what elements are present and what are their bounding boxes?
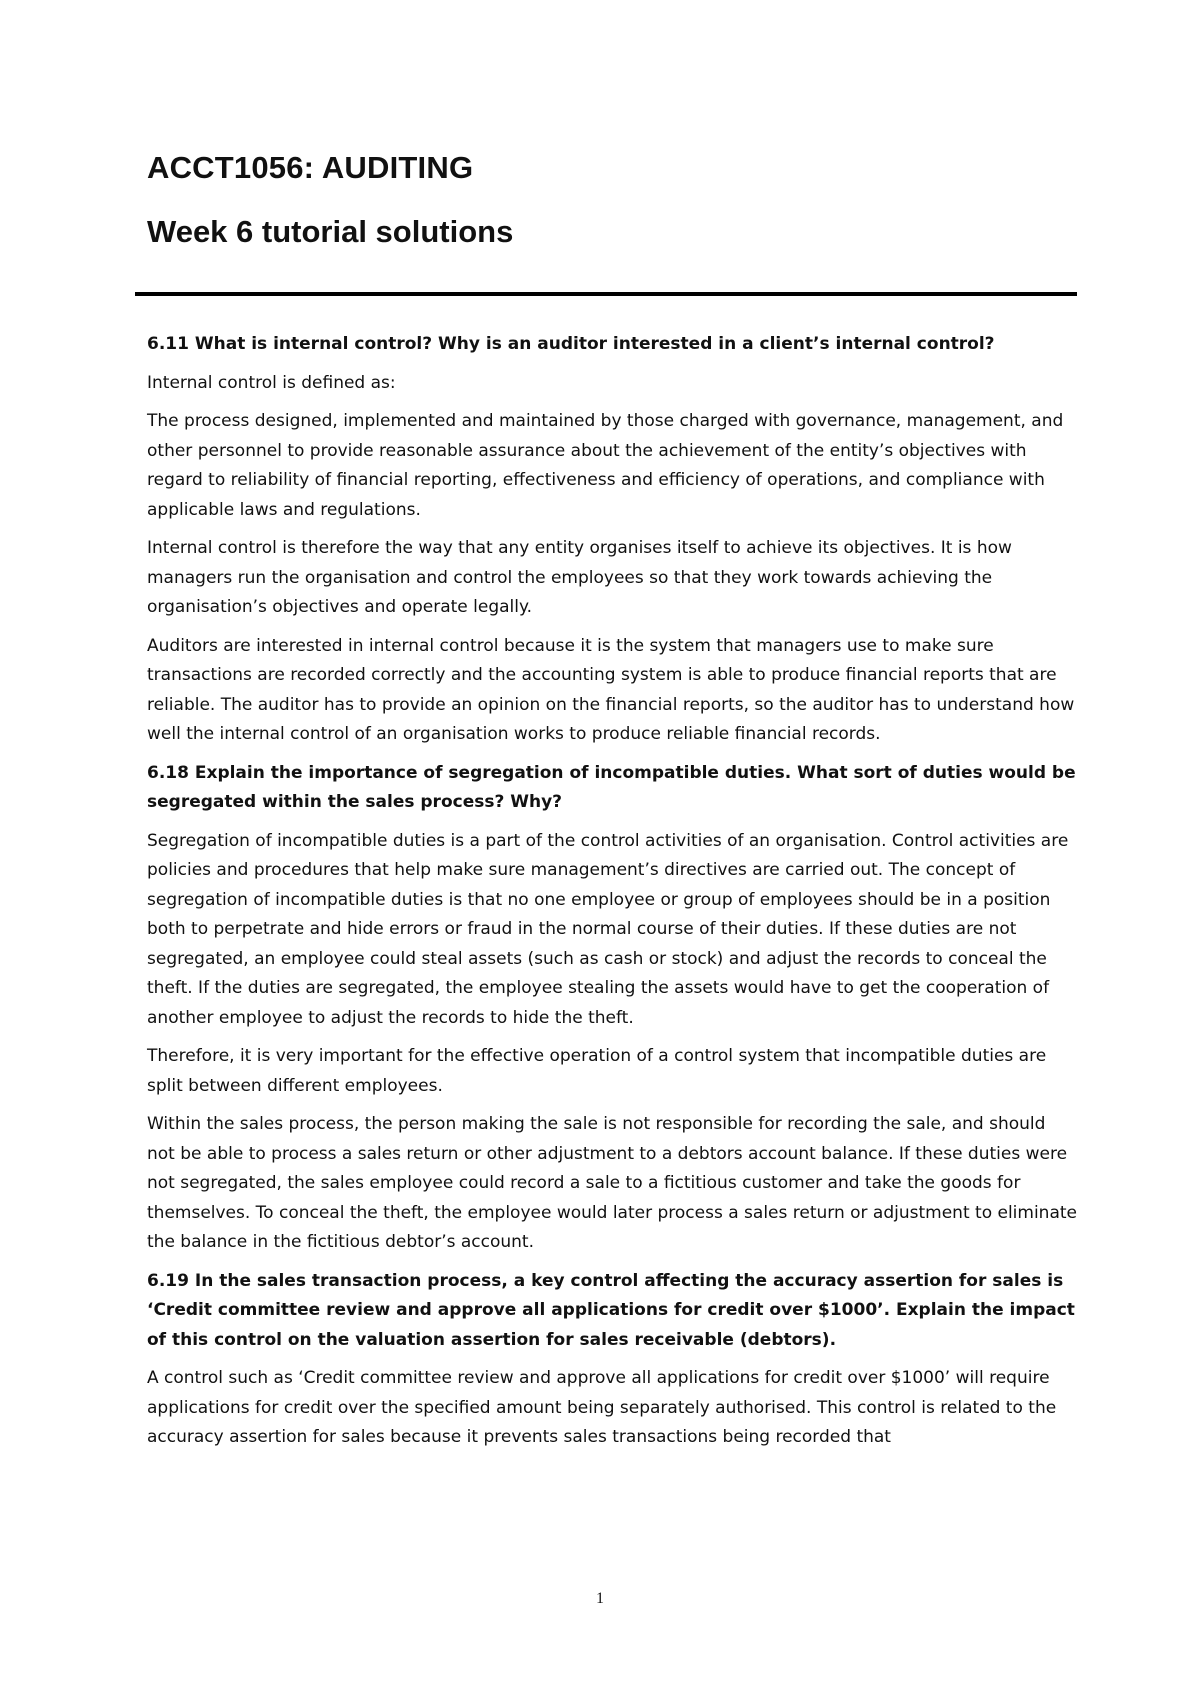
answer-paragraph: Auditors are interested in internal control because it is the system that managers use to make sure transactions are recorded correctly and the accounting system is able to produce financial reports that are reliable. The auditor has to provide an opinion on the financial reports, so the auditor has to understand how well the internal control of an organisation works to produce reliable financial records.	[147, 635, 1075, 744]
document-body	[147, 330, 1077, 1462]
question-6-19: 6.19 In the sales transaction process, a key control affecting the accuracy assertion for sales is ‘Credit committee review and approve all applications for credit over $1000’. Explain the impact of this control on the valuation assertion for sales receivable (debtors).	[147, 1270, 1075, 1350]
answer-paragraph: Internal control is therefore the way that any entity organises itself to achieve its objectives. It is how managers run the organisation and control the employees so that they work towards achieving the organisation’s objectives and operate legally.	[147, 538, 1012, 617]
document-subtitle: Week 6 tutorial solutions	[147, 214, 514, 249]
course-title: ACCT1056: AUDITING	[147, 150, 474, 185]
answer-paragraph: Internal control is defined as:	[147, 372, 396, 393]
header-divider	[135, 292, 1077, 296]
answer-paragraph: Segregation of incompatible duties is a part of the control activities of an organisation. Control activities are policies and procedures that help make sure management’s directives are carried out. The concept of segregation of incompatible duties is that no one employee or group of employees should be in a position both to perpetrate and hide errors or fraud in the normal course of their duties. If these duties are not segregated, an employee could steal assets (such as cash or stock) and adjust the records to conceal the theft. If the duties are segregated, the employee stealing the assets would have to get the cooperation of another employee to adjust the records to hide the theft.	[147, 830, 1069, 1028]
answer-paragraph: A control such as ‘Credit committee review and approve all applications for credit over $1000’ will require applications for credit over the specified amount being separately authorised. This control is related to the accuracy assertion for sales because it prevents sales transactions being recorded that	[147, 1368, 1057, 1447]
question-6-18: 6.18 Explain the importance of segregation of incompatible duties. What sort of duties would be segregated within the sales process? Why?	[147, 762, 1076, 812]
answer-paragraph: Therefore, it is very important for the effective operation of a control system that incompatible duties are split between different employees.	[147, 1046, 1047, 1096]
question-6-11: 6.11 What is internal control? Why is an auditor interested in a client’s internal control?	[147, 334, 995, 354]
page-number: 1	[596, 1590, 604, 1607]
answer-paragraph: Within the sales process, the person making the sale is not responsible for recording the sale, and should not be able to process a sales return or other adjustment to a debtors account balance. If these duties were not segregated, the sales employee could record a sale to a fictitious customer and take the goods for themselves. To conceal the theft, the employee would later process a sales return or adjustment to eliminate the balance in the fictitious debtor’s account.	[147, 1114, 1078, 1252]
document-header	[147, 148, 1077, 252]
answer-paragraph: The process designed, implemented and maintained by those charged with governance, management, and other personnel to provide reasonable assurance about the achievement of the entity’s objectives with regard to reliability of financial reporting, effectiveness and efficiency of operations, and compliance with applicable laws and regulations.	[147, 411, 1064, 520]
